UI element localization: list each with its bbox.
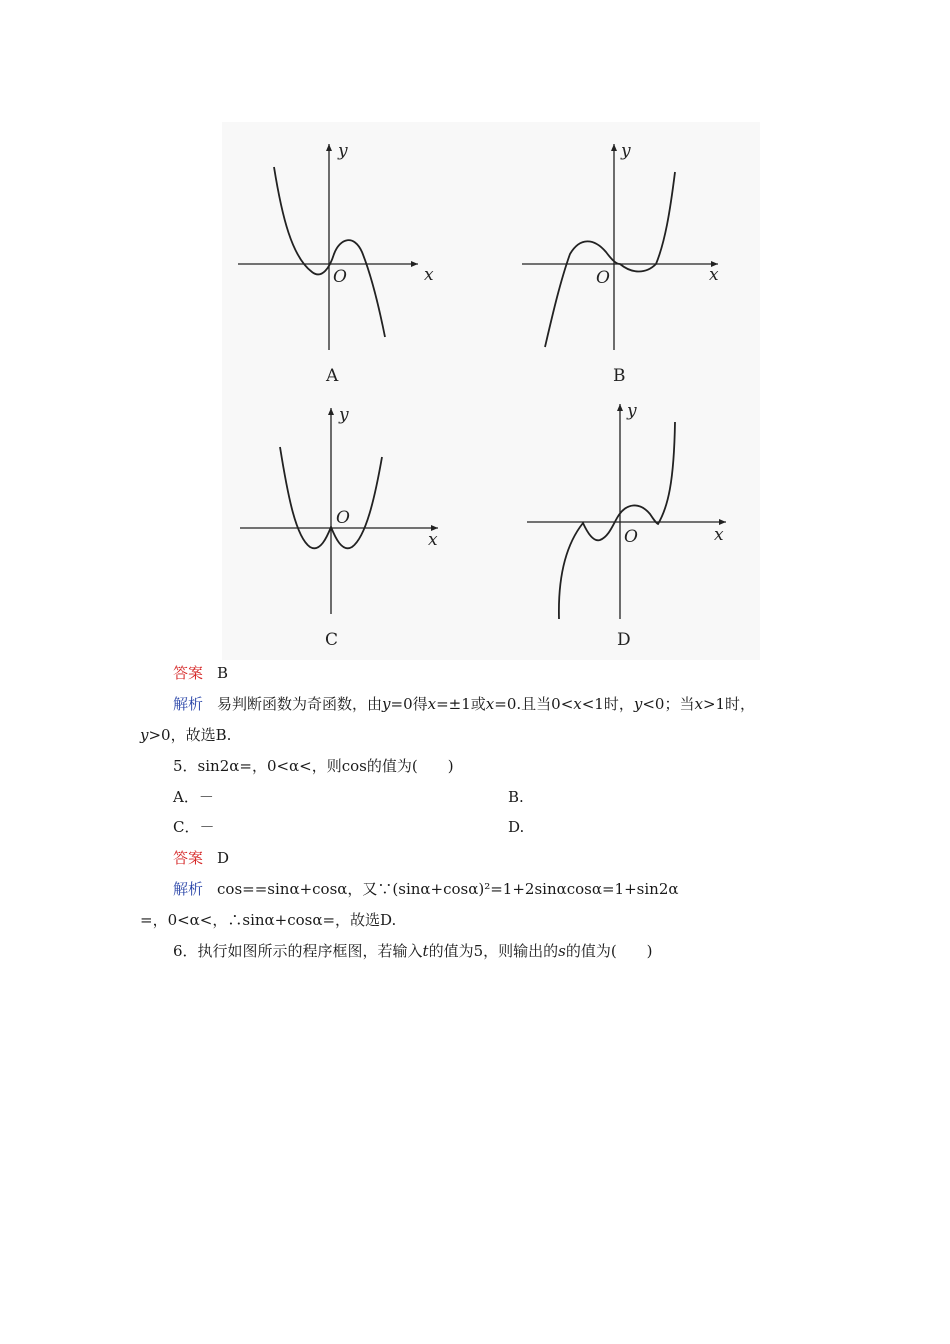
graph-c-origin-label: O	[336, 508, 350, 528]
question-5-stem: 5．sin2α=，0<α<，则cos的值为( )	[173, 757, 454, 775]
answer-value: D	[217, 849, 230, 867]
graph-c-y-label: y	[339, 405, 349, 425]
var-y: y	[633, 695, 643, 713]
question-6-stem	[173, 941, 653, 961]
answer-value: B	[217, 664, 229, 682]
graph-b-origin-label: O	[596, 268, 610, 288]
function-graphs-figure	[222, 122, 760, 660]
analysis-text: =±1或	[436, 695, 486, 713]
answer-5-line	[173, 848, 229, 868]
graph-b	[522, 141, 719, 386]
analysis-text: <0；当	[642, 695, 695, 713]
question-text: 的值为( )	[565, 942, 653, 960]
graphs-svg	[222, 122, 760, 660]
analysis-text: =0得	[390, 695, 428, 713]
question-5-option-b: B.	[508, 788, 524, 806]
question-text: 的值为5，则输出的	[428, 942, 559, 960]
graph-d-y-label: y	[627, 401, 637, 421]
graph-d-curve	[559, 422, 675, 619]
analysis-text: 易判断函数为奇函数，由	[217, 695, 383, 713]
analysis-5-line-2: =，0<α<，∴sinα+cosα=，故选D.	[140, 911, 397, 929]
graph-d-x-label: x	[714, 525, 724, 545]
analysis-text: cos==sinα+cosα，又∵(sinα+cosα)²=1+2sinαcosα=1+sin2α	[217, 880, 679, 898]
graph-b-x-label: x	[709, 265, 719, 285]
analysis-4-line-2	[140, 725, 231, 745]
var-x: x	[694, 695, 703, 713]
graph-c	[240, 405, 438, 650]
graph-b-y-label: y	[621, 141, 631, 161]
analysis-4-line-1	[173, 694, 755, 714]
graph-a	[238, 141, 434, 386]
graph-c-x-label: x	[428, 530, 438, 550]
analysis-5-line-1	[173, 879, 679, 899]
graph-a-y-label: y	[338, 141, 348, 161]
analysis-text: >0，故选B.	[148, 726, 232, 744]
graph-a-caption: A	[326, 366, 339, 386]
analysis-text: =0.且当0<	[494, 695, 574, 713]
analysis-label: 解析	[173, 880, 204, 898]
var-x: x	[573, 695, 582, 713]
var-s: s	[558, 942, 566, 960]
analysis-text: <1时，	[581, 695, 634, 713]
graph-d-caption: D	[617, 630, 631, 650]
graph-b-caption: B	[613, 366, 626, 386]
question-5-option-c: C．－	[173, 818, 215, 836]
answer-label: 答案	[173, 849, 204, 867]
graph-a-x-label: x	[424, 265, 434, 285]
question-5-option-d: D.	[508, 818, 525, 836]
var-y: y	[382, 695, 391, 713]
var-y: y	[140, 726, 149, 744]
graph-d	[527, 401, 726, 650]
graph-a-origin-label: O	[333, 267, 347, 287]
graph-d-origin-label: O	[624, 527, 638, 547]
analysis-label: 解析	[173, 695, 204, 713]
graph-b-curve	[545, 172, 675, 347]
var-x: x	[485, 695, 495, 713]
answer-label: 答案	[173, 664, 204, 682]
answer-4-line	[173, 663, 228, 683]
graph-c-caption: C	[325, 630, 339, 650]
question-text: 6．执行如图所示的程序框图，若输入	[173, 942, 423, 960]
question-5-option-a: A．－	[173, 788, 214, 806]
analysis-text: >1时，	[702, 695, 756, 713]
var-x: x	[427, 695, 437, 713]
var-t: t	[422, 942, 429, 960]
